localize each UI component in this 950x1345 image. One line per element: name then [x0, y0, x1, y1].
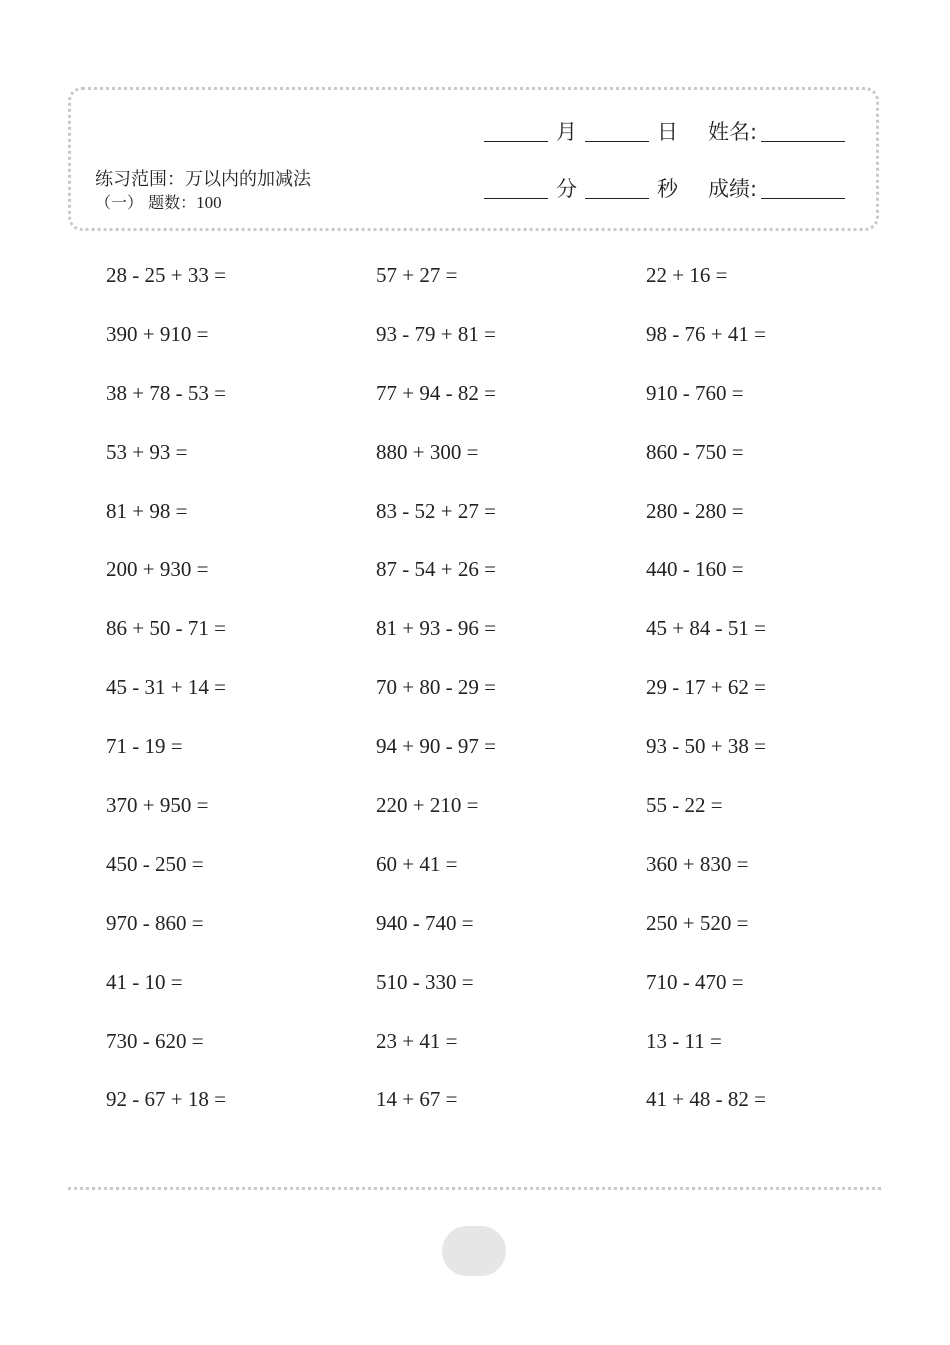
arithmetic-problem: 94 + 90 - 97 =	[376, 734, 496, 759]
time-score-row	[484, 173, 845, 203]
problem-row	[106, 364, 916, 423]
practice-range-info	[95, 168, 311, 214]
arithmetic-problem: 730 - 620 =	[106, 1028, 204, 1053]
problem-row	[106, 305, 916, 364]
page-number-badge	[442, 1226, 506, 1276]
arithmetic-problem: 53 + 93 =	[106, 439, 188, 464]
arithmetic-problem: 83 - 52 + 27 =	[376, 498, 496, 523]
arithmetic-problem: 81 + 93 - 96 =	[376, 616, 496, 641]
arithmetic-problem: 41 - 10 =	[106, 969, 183, 994]
problem-row	[106, 658, 916, 717]
name-blank[interactable]	[761, 141, 845, 142]
practice-range-label: 练习范围：万以内的加减法	[95, 169, 311, 190]
problem-row	[106, 717, 916, 776]
arithmetic-problem: 440 - 160 =	[646, 557, 744, 582]
arithmetic-problem: 970 - 860 =	[106, 910, 204, 935]
arithmetic-problem: 360 + 830 =	[646, 851, 749, 876]
arithmetic-problem: 93 - 79 + 81 =	[376, 321, 496, 346]
arithmetic-problem: 250 + 520 =	[646, 910, 749, 935]
arithmetic-problem: 87 - 54 + 26 =	[376, 557, 496, 582]
arithmetic-problem: 29 - 17 + 62 =	[646, 675, 766, 700]
arithmetic-problem: 220 + 210 =	[376, 792, 479, 817]
problem-row	[106, 423, 916, 482]
arithmetic-problem: 60 + 41 =	[376, 851, 458, 876]
problem-row	[106, 540, 916, 599]
score-label: 成绩:	[708, 177, 758, 201]
question-count-line	[95, 192, 311, 214]
arithmetic-problem: 81 + 98 =	[106, 498, 188, 523]
problem-row	[106, 1070, 916, 1129]
arithmetic-problem: 45 - 31 + 14 =	[106, 675, 226, 700]
minute-label: 分	[556, 177, 577, 201]
date-name-row	[484, 116, 845, 146]
problem-row	[106, 599, 916, 658]
arithmetic-problem: 38 + 78 - 53 =	[106, 380, 226, 405]
problem-row	[106, 1012, 916, 1071]
arithmetic-problem: 280 - 280 =	[646, 498, 744, 523]
arithmetic-problem: 92 - 67 + 18 =	[106, 1087, 226, 1112]
problem-row	[106, 835, 916, 894]
arithmetic-problem: 370 + 950 =	[106, 792, 209, 817]
second-label: 秒	[657, 177, 678, 201]
arithmetic-problem: 28 - 25 + 33 =	[106, 262, 226, 287]
problem-row	[106, 776, 916, 835]
month-blank[interactable]	[484, 141, 548, 142]
arithmetic-problem: 93 - 50 + 38 =	[646, 734, 766, 759]
arithmetic-problem: 710 - 470 =	[646, 969, 744, 994]
section-label: （一）	[95, 193, 144, 212]
arithmetic-problem: 98 - 76 + 41 =	[646, 321, 766, 346]
arithmetic-problem: 86 + 50 - 71 =	[106, 616, 226, 641]
name-label: 姓名:	[708, 120, 758, 144]
arithmetic-problem: 55 - 22 =	[646, 792, 723, 817]
arithmetic-problem: 860 - 750 =	[646, 439, 744, 464]
arithmetic-problem: 450 - 250 =	[106, 851, 204, 876]
arithmetic-problem: 22 + 16 =	[646, 262, 728, 287]
score-blank[interactable]	[761, 198, 845, 199]
problem-row	[106, 482, 916, 541]
minute-blank[interactable]	[484, 198, 548, 199]
arithmetic-problem: 200 + 930 =	[106, 557, 209, 582]
arithmetic-problem: 45 + 84 - 51 =	[646, 616, 766, 641]
arithmetic-problem: 390 + 910 =	[106, 321, 209, 346]
arithmetic-problem: 510 - 330 =	[376, 969, 474, 994]
arithmetic-problem: 14 + 67 =	[376, 1087, 458, 1112]
arithmetic-problem: 13 - 11 =	[646, 1028, 722, 1053]
question-count-label: 题数：	[148, 193, 197, 212]
problem-row	[106, 246, 916, 305]
arithmetic-problem: 70 + 80 - 29 =	[376, 675, 496, 700]
arithmetic-problem: 880 + 300 =	[376, 439, 479, 464]
arithmetic-problem: 940 - 740 =	[376, 910, 474, 935]
arithmetic-problem: 57 + 27 =	[376, 262, 458, 287]
arithmetic-problem: 71 - 19 =	[106, 734, 183, 759]
day-blank[interactable]	[585, 141, 649, 142]
arithmetic-problem: 41 + 48 - 82 =	[646, 1087, 766, 1112]
problem-grid	[106, 246, 916, 1129]
arithmetic-problem: 910 - 760 =	[646, 380, 744, 405]
day-label: 日	[657, 120, 678, 144]
problem-row	[106, 894, 916, 953]
second-blank[interactable]	[585, 198, 649, 199]
bottom-divider	[68, 1187, 881, 1190]
problem-row	[106, 953, 916, 1012]
arithmetic-problem: 23 + 41 =	[376, 1028, 458, 1053]
arithmetic-problem: 77 + 94 - 82 =	[376, 380, 496, 405]
month-label: 月	[556, 120, 577, 144]
question-count-value: 100	[196, 193, 222, 212]
